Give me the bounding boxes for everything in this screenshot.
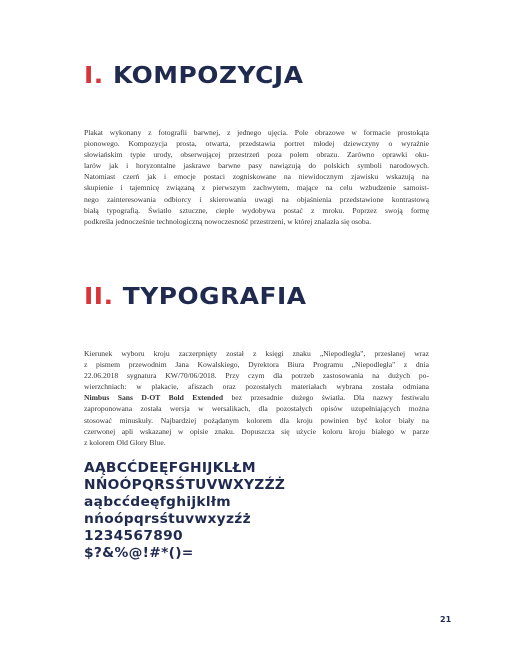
section-title: TYPOGRAFIA — [122, 284, 307, 310]
paragraph-line: larów jak i horyzontalne jaskrawe barwne pasy nawiązują do polskich symboli narodowych. — [84, 161, 429, 171]
typography-paragraph — [84, 348, 429, 448]
paragraph-line-text: bez przesadnie dużego światła. Dla nazwy festiwalu — [231, 393, 429, 403]
section-heading-kompozycja — [84, 63, 303, 89]
paragraph-line: czerwonej apli wskazanej w opisie znaku. Dopuszcza się użycie koloru kroju białego w parze — [84, 426, 429, 436]
paragraph-line: pionowego. Kompozycja prosta, otwarta, przedstawia portret młodej dziewczyny o wyraźnie — [84, 139, 429, 149]
paragraph-line: skupienie i tajemnicę związaną z pierwszym zachwytem, mające na celu wzbudzenie samoist- — [84, 183, 429, 193]
specimen-digits: 1234567890 — [84, 527, 183, 544]
paragraph-line: białą typografią. Światło sztuczne, ciepłe wydobywa postać z mroku. Poprzez swoją formę — [84, 205, 429, 215]
paragraph-line: podkreśla jednocześnie technologiczną nowoczesność przestrzeni, w której znalazła się osoba. — [84, 216, 371, 226]
paragraph-line: Plakat wykonany z fotografii barwnej, z jednego ujęcia. Pole obrazowe w formacie prostokąta — [84, 128, 429, 137]
specimen-uppercase-1: AĄBCĆDEĘFGHIJKLŁM — [84, 460, 256, 476]
paragraph-line: słowiańskim typie urody, obserwującej przestrzeń poza polem obrazu. Zarówno oprawki oku- — [84, 150, 429, 160]
section-number: I. — [84, 63, 104, 89]
section-heading-typografia — [84, 284, 307, 310]
type-specimen — [84, 460, 286, 561]
paragraph-line: z kolorem Old Glory Blue. — [84, 437, 166, 447]
paragraph-line: wierzchniach: w plakacie, afiszach oraz pozostałych materiałach wybrana została odmiana — [84, 382, 429, 392]
paragraph-line: stosować minuskuły. Najbardziej pożądanym kolorem dla kroju powinien być kolor biały na — [84, 415, 429, 425]
specimen-uppercase-2: NŃOÓPQRSŚTUVWXYZŹŻ — [84, 476, 286, 493]
paragraph-line: z pismem przewodnim Jana Kowalskiego, Dyrektora Biura Programu „Niepodległa" z dnia — [84, 360, 429, 370]
paragraph-line: 22.06.2018 sygnatura KW/70/06/2018. Przy czym dla potrzeb zastosowania na dużych po- — [84, 371, 429, 381]
paragraph-line: nego zainteresowania odbiorcy i skierowania uwagi na objaśnienia przedstawione kontrastową — [84, 194, 429, 204]
page-number: 21 — [440, 615, 452, 624]
section-title: KOMPOZYCJA — [112, 63, 304, 89]
composition-paragraph — [84, 127, 429, 227]
paragraph-line: Kierunek wyboru kroju zaczerpnięty został z księgi znaku „Niepodległa", przesłanej wraz — [84, 349, 429, 358]
specimen-symbols: $?&%@!#*()= — [84, 544, 194, 561]
font-name: Nimbus Sans D-OT Bold Extended — [84, 393, 224, 403]
section-number: II. — [84, 284, 114, 310]
specimen-lowercase-2: nńoópqrsśtuvwxyzźż — [84, 510, 251, 527]
paragraph-line: Natomiast czerń jak i emocje postaci zogniskowane na niewidocznym zjawisku wskazują na — [84, 172, 429, 182]
specimen-lowercase-1: aąbcćdeęfghijklłm — [84, 493, 231, 510]
paragraph-line: zaproponowana została wersja w wersalikach, dla pozostałych opisów uzupełniających można — [84, 404, 429, 414]
paragraph-line — [84, 392, 429, 403]
